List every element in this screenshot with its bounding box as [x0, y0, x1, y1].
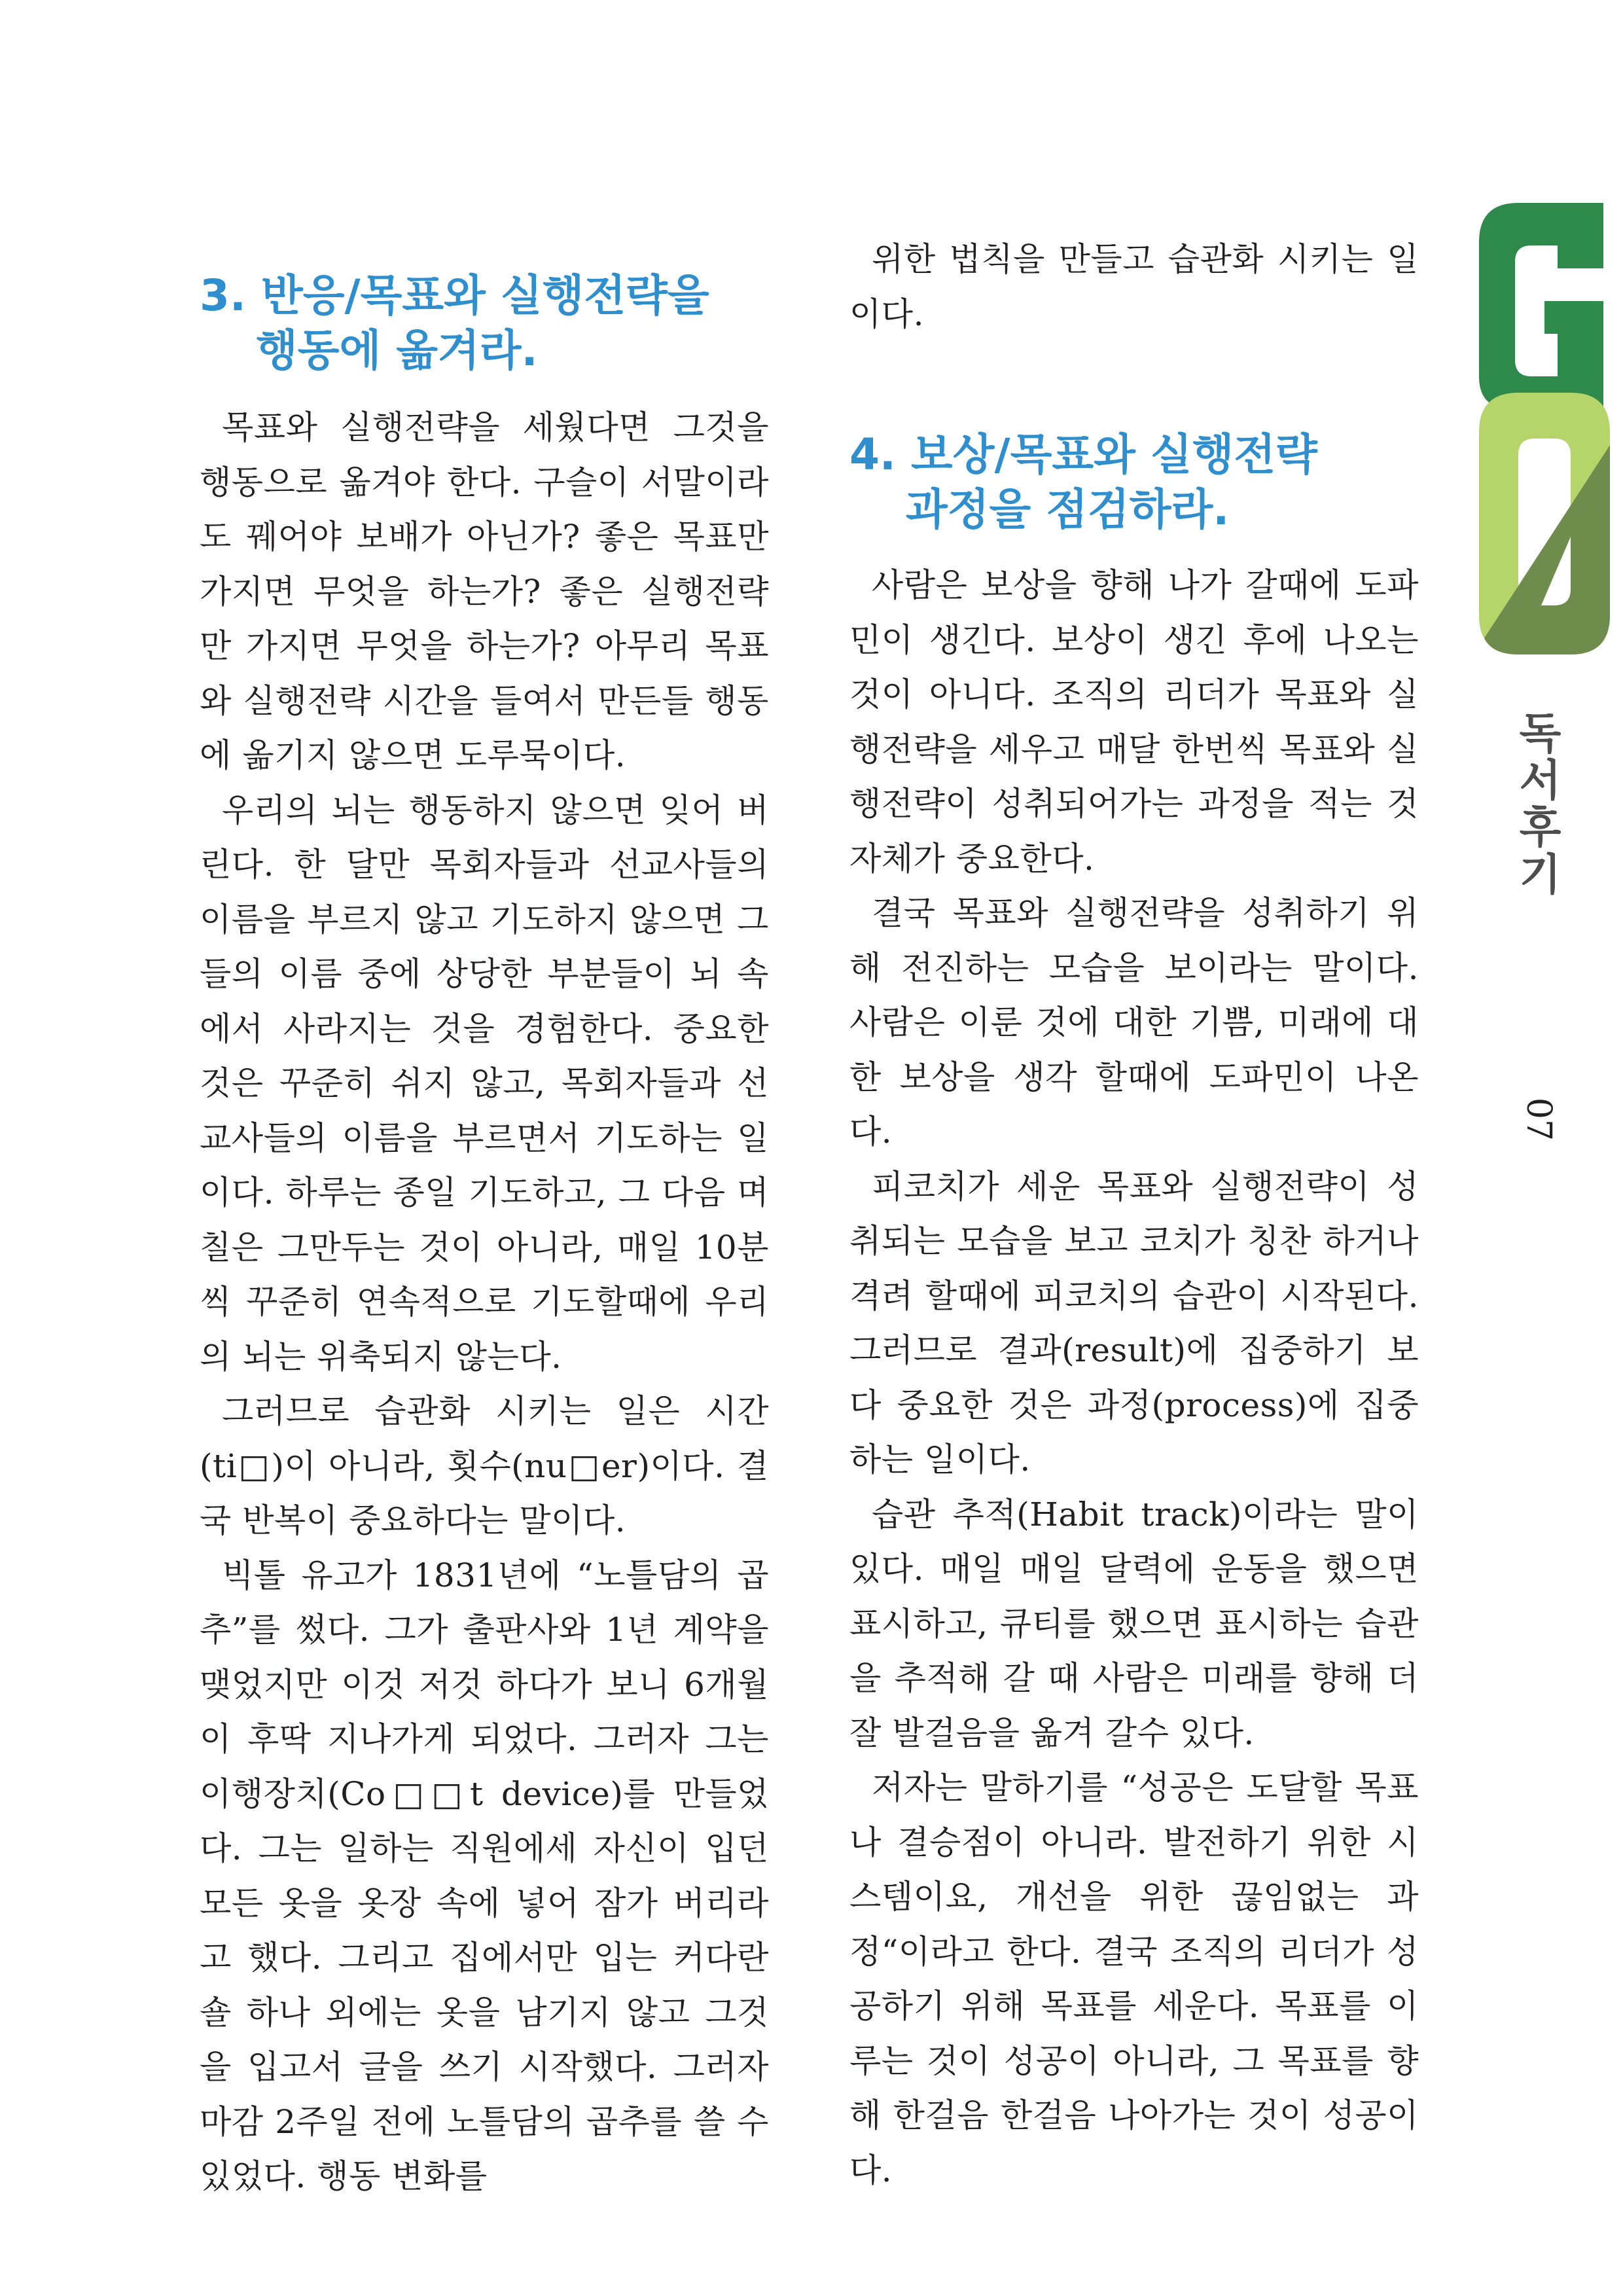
paragraph: 사람은 보상을 향해 나가 갈때에 도파민이 생긴다. 보상이 생긴 후에 나오는 것이 아니다. 조직의 리더가 목표와 실행전략을 세우고 매달 한번씩 목표와 실행전략이 성취되어가는 과정을 적는 것 자체가 중요한다.	[849, 566, 1419, 878]
paragraph: 목표와 실행전략을 세웠다면 그것을 행동으로 옮겨야 한다. 구슬이 서말이라도 꿰어야 보배가 아닌가? 좋은 목표만 가지면 무엇을 하는가? 좋은 실행전략만 가지면 무엇을 하는가? 아무리 목표와 실행전략 시간을 들여서 만든들 행동에 옮기지 않으면 도루묵이다.	[200, 408, 769, 774]
paragraph: 피코치가 세운 목표와 실행전략이 성취되는 모습을 보고 코치가 칭찬 하거나 격려 할때에 피코치의 습관이 시작된다. 그러므로 결과(result)에 집중하기 보다 중요한 것은 과정(process)에 집중하는 일이다.	[849, 1167, 1419, 1479]
section-3-heading-line1: 3. 반응/목표와 실행전략을	[200, 270, 709, 321]
go-logo-graphic	[1479, 196, 1610, 668]
g-letter-shape	[1479, 203, 1603, 409]
continuation-text	[849, 232, 1419, 342]
paragraph: 습관 추적(Habit track)이라는 말이 있다. 매일 매일 달력에 운동을 했으면 표시하고, 큐티를 했으면 표시하는 습관을 추적해 갈 때 사람은 미래를 향해 더 잘 발걸음을 옮겨 갈수 있다.	[849, 1495, 1419, 1752]
section-4-heading-line2: 과정을 점검하라.	[906, 484, 1230, 535]
paragraph: 저자는 말하기를 “성공은 도달할 목표나 결승점이 아니라. 발전하기 위한 시스템이요, 개선을 위한 끊임없는 과정“이라고 한다. 결국 조직의 리더가 성공하기 위해 목표를 세운다. 목표를 이루는 것이 성공이 아니라, 그 목표를 향해 한걸음 한걸음 나아가는 것이 성공이다.	[849, 1768, 1419, 2189]
go-logo	[1479, 196, 1610, 668]
section-4-body	[849, 558, 1419, 2198]
section-label: 독서후기	[1511, 710, 1561, 899]
section-3-heading	[200, 268, 789, 378]
section-3-heading-line2: 행동에 옮겨라.	[256, 325, 538, 376]
section-4-heading	[849, 427, 1438, 537]
paragraph: 그러므로 습관화 시키는 일은 시간(ti□)이 아니라, 횟수(nu□er)이다. 결국 반복이 중요하다는 말이다.	[200, 1392, 769, 1539]
paragraph: 결국 목표와 실행전략을 성취하기 위해 전진하는 모습을 보이라는 말이다. 사람은 이룬 것에 대한 기쁨, 미래에 대한 보상을 생각 할때에 도파민이 나온다.	[849, 894, 1419, 1151]
section-3-body	[200, 401, 769, 2204]
section-4-heading-line1: 4. 보상/목표와 실행전략	[849, 429, 1317, 480]
page-number: 07	[1519, 1097, 1559, 1141]
paragraph: 빅톨 유고가 1831년에 “노틀담의 곱추”를 썼다. 그가 출판사와 1년 계약을 맺었지만 이것 저것 하다가 보니 6개월이 후딱 지나가게 되었다. 그러자 그는 이행장치(Co□□t device)를 만들었다. 그는 일하는 직원에세 자신이 입던 모든 옷을 옷장 속에 넣어 잠가 버리라고 했다. 그리고 집에서만 입는 커다란 숄 하나 외에는 옷을 남기지 않고 그것을 입고서 글을 쓰기 시작했다. 그러자 마감 2주일 전에 노틀담의 곱추를 쓸 수 있었다. 행동 변화를	[200, 1556, 769, 2195]
paragraph: 위한 법칙을 만들고 습관화 시키는 일이다.	[849, 240, 1419, 333]
paragraph: 우리의 뇌는 행동하지 않으면 잊어 버린다. 한 달만 목회자들과 선교사들의 이름을 부르지 않고 기도하지 않으면 그들의 이름 중에 상당한 부분들이 뇌 속에서 사라지는 것을 경험한다. 중요한 것은 꾸준히 쉬지 않고, 목회자들과 선교사들의 이름을 부르면서 기도하는 일이다. 하루는 종일 기도하고, 그 다음 며칠은 그만두는 것이 아니라, 매일 10분씩 꾸준히 연속적으로 기도할때에 우리의 뇌는 위축되지 않는다.	[200, 791, 769, 1376]
